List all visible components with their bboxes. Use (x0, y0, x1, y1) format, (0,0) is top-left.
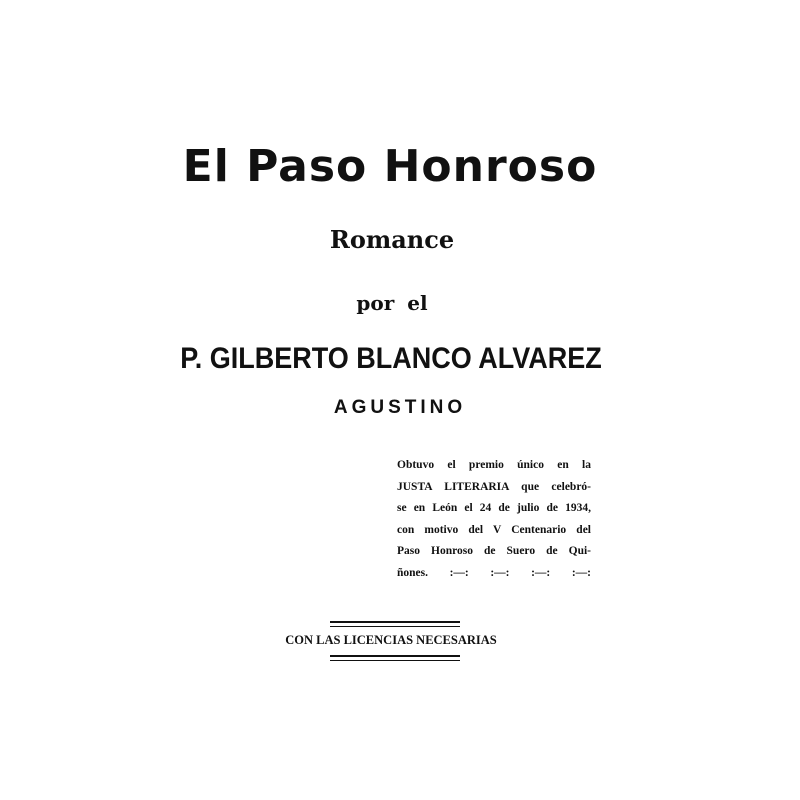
book-title: El Paso Honroso (182, 141, 598, 192)
author-order: AGUSTINO (333, 397, 467, 418)
divider-rule (330, 660, 460, 661)
licenses-notice: CON LAS LICENCIAS NECESARIAS (285, 633, 497, 647)
award-note-line: JUSTA LITERARIA que celebró- (397, 480, 591, 493)
award-note-line: ñones. :—: :—: :—: :—: (397, 566, 591, 579)
divider-rule (330, 626, 460, 627)
award-note-line: Obtuvo el premio único en la (397, 459, 591, 471)
divider-rule (330, 621, 460, 623)
award-note-line: Paso Honroso de Suero de Qui- (397, 545, 591, 557)
author-name: P. GILBERTO BLANCO ALVAREZ (180, 342, 602, 375)
byline: por el (356, 291, 428, 315)
award-note-line: con motivo del V Centenario del (397, 523, 591, 536)
award-note (397, 455, 591, 584)
award-note-line: se en León el 24 de julio de 1934, (397, 502, 591, 514)
book-subtitle: Romance (329, 225, 455, 254)
divider-rule (330, 655, 460, 657)
